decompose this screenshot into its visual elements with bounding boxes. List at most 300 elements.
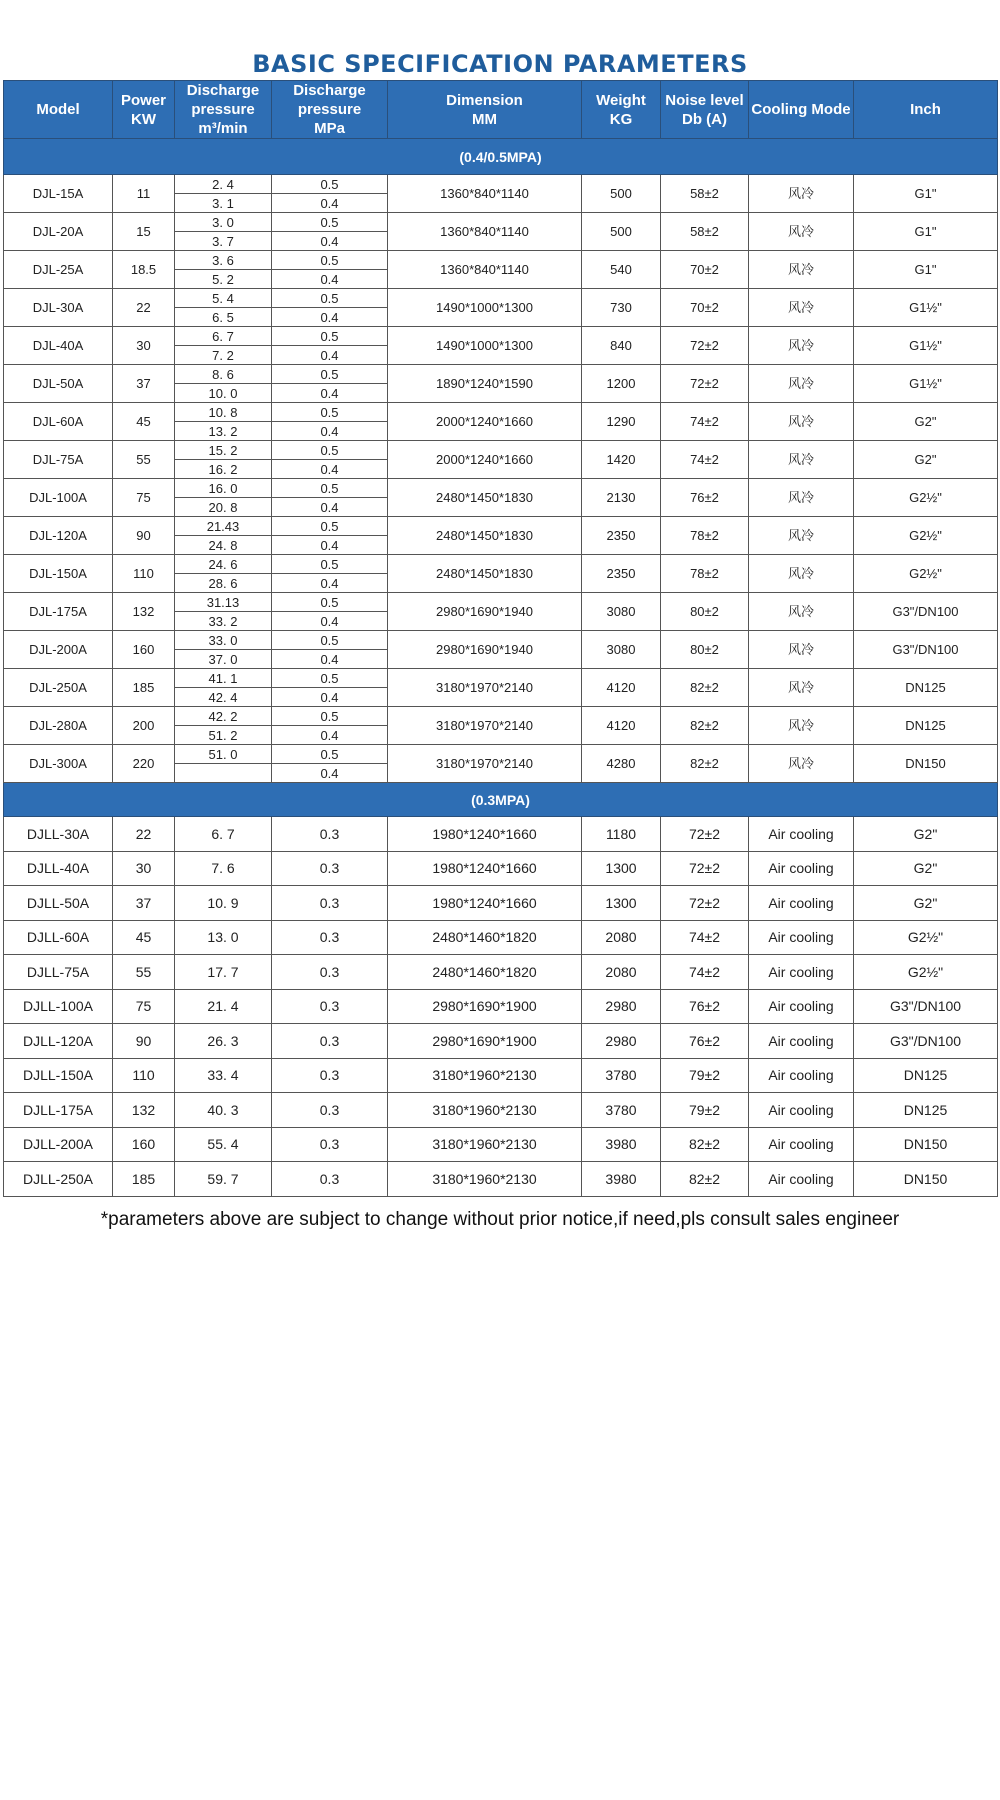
dimension-cell: 1890*1240*1590 bbox=[388, 365, 582, 403]
noise-cell: 82±2 bbox=[661, 707, 749, 745]
inch-cell: G1" bbox=[854, 251, 998, 289]
flow-cell: 3. 1 bbox=[175, 194, 272, 213]
flow-cell: 24. 6 bbox=[175, 555, 272, 574]
pressure-cell: 0.4 bbox=[272, 612, 388, 631]
cooling-cell: Air cooling bbox=[749, 1162, 854, 1197]
cooling-cell: 风冷 bbox=[749, 175, 854, 213]
cooling-cell: Air cooling bbox=[749, 955, 854, 990]
flow-cell: 51. 2 bbox=[175, 726, 272, 745]
cooling-cell: 风冷 bbox=[749, 593, 854, 631]
column-header bbox=[661, 81, 749, 139]
column-header bbox=[388, 81, 582, 139]
power-cell: 30 bbox=[113, 327, 175, 365]
noise-cell: 58±2 bbox=[661, 175, 749, 213]
model-cell: DJLL-75A bbox=[4, 955, 113, 990]
column-header-line: MM bbox=[472, 110, 497, 128]
table-row bbox=[4, 631, 998, 650]
flow-cell: 6. 5 bbox=[175, 308, 272, 327]
noise-cell: 76±2 bbox=[661, 989, 749, 1024]
model-cell: DJL-75A bbox=[4, 441, 113, 479]
weight-cell: 3080 bbox=[582, 631, 661, 669]
dimension-cell: 2480*1450*1830 bbox=[388, 517, 582, 555]
inch-cell: G1½" bbox=[854, 289, 998, 327]
inch-cell: G3"/DN100 bbox=[854, 593, 998, 631]
flow-cell: 51. 0 bbox=[175, 745, 272, 764]
pressure-cell: 0.5 bbox=[272, 403, 388, 422]
noise-cell: 82±2 bbox=[661, 745, 749, 783]
pressure-cell: 0.4 bbox=[272, 726, 388, 745]
noise-cell: 80±2 bbox=[661, 593, 749, 631]
inch-cell: DN150 bbox=[854, 1127, 998, 1162]
pressure-cell: 0.5 bbox=[272, 593, 388, 612]
column-header-line: Inch bbox=[910, 101, 941, 118]
cooling-cell: Air cooling bbox=[749, 1058, 854, 1093]
table-header-row bbox=[4, 81, 998, 139]
power-cell: 37 bbox=[113, 365, 175, 403]
cooling-cell: Air cooling bbox=[749, 989, 854, 1024]
column-header-line: Model bbox=[36, 101, 80, 118]
power-cell: 11 bbox=[113, 175, 175, 213]
cooling-cell: 风冷 bbox=[749, 555, 854, 593]
column-header-line: m³/min bbox=[198, 120, 248, 137]
weight-cell: 2080 bbox=[582, 955, 661, 990]
pressure-cell: 0.5 bbox=[272, 175, 388, 194]
power-cell: 160 bbox=[113, 631, 175, 669]
power-cell: 45 bbox=[113, 403, 175, 441]
mpa-cell: 0.3 bbox=[272, 886, 388, 921]
table-row bbox=[4, 1093, 998, 1128]
flow-cell: 26. 3 bbox=[175, 1024, 272, 1059]
noise-cell: 74±2 bbox=[661, 920, 749, 955]
cooling-cell: 风冷 bbox=[749, 251, 854, 289]
model-cell: DJL-280A bbox=[4, 707, 113, 745]
weight-cell: 2980 bbox=[582, 989, 661, 1024]
power-cell: 160 bbox=[113, 1127, 175, 1162]
dim-cell: 1980*1240*1660 bbox=[388, 886, 582, 921]
flow-cell: 7. 6 bbox=[175, 851, 272, 886]
inch-cell: G2½" bbox=[854, 920, 998, 955]
table-row bbox=[4, 289, 998, 308]
dimension-cell: 2000*1240*1660 bbox=[388, 441, 582, 479]
column-header-line: Discharge bbox=[186, 82, 260, 99]
dim-cell: 3180*1960*2130 bbox=[388, 1058, 582, 1093]
noise-cell: 82±2 bbox=[661, 669, 749, 707]
flow-cell: 6. 7 bbox=[175, 327, 272, 346]
model-cell: DJLL-250A bbox=[4, 1162, 113, 1197]
weight-cell: 500 bbox=[582, 175, 661, 213]
noise-cell: 78±2 bbox=[661, 517, 749, 555]
flow-cell: 21.43 bbox=[175, 517, 272, 536]
cooling-cell: Air cooling bbox=[749, 851, 854, 886]
weight-cell: 4280 bbox=[582, 745, 661, 783]
column-header-line: pressure bbox=[297, 101, 362, 118]
table-row bbox=[4, 886, 998, 921]
section-header-row bbox=[4, 139, 998, 175]
power-cell: 22 bbox=[113, 289, 175, 327]
inch-cell: G1" bbox=[854, 213, 998, 251]
flow-cell: 55. 4 bbox=[175, 1127, 272, 1162]
table-row bbox=[4, 327, 998, 346]
power-cell: 75 bbox=[113, 479, 175, 517]
mpa-cell: 0.3 bbox=[272, 1093, 388, 1128]
model-cell: DJLL-200A bbox=[4, 1127, 113, 1162]
table-row bbox=[4, 479, 998, 498]
noise-cell: 79±2 bbox=[661, 1093, 749, 1128]
power-cell: 185 bbox=[113, 669, 175, 707]
power-cell: 15 bbox=[113, 213, 175, 251]
pressure-cell: 0.4 bbox=[272, 232, 388, 251]
dimension-cell: 1360*840*1140 bbox=[388, 175, 582, 213]
noise-cell: 58±2 bbox=[661, 213, 749, 251]
flow-cell: 16. 0 bbox=[175, 479, 272, 498]
table-row bbox=[4, 707, 998, 726]
noise-cell: 72±2 bbox=[661, 327, 749, 365]
flow-cell: 6. 7 bbox=[175, 817, 272, 852]
flow-cell: 41. 1 bbox=[175, 669, 272, 688]
table-row bbox=[4, 441, 998, 460]
column-header-line: Cooling Mode bbox=[751, 101, 851, 118]
mpa-cell: 0.3 bbox=[272, 920, 388, 955]
dimension-cell: 2000*1240*1660 bbox=[388, 403, 582, 441]
section-label: (0.3MPA) bbox=[4, 783, 998, 817]
model-cell: DJL-25A bbox=[4, 251, 113, 289]
model-cell: DJLL-150A bbox=[4, 1058, 113, 1093]
model-cell: DJL-250A bbox=[4, 669, 113, 707]
model-cell: DJL-150A bbox=[4, 555, 113, 593]
table-row bbox=[4, 669, 998, 688]
noise-cell: 72±2 bbox=[661, 851, 749, 886]
flow-cell: 16. 2 bbox=[175, 460, 272, 479]
pressure-cell: 0.5 bbox=[272, 631, 388, 650]
cooling-cell: 风冷 bbox=[749, 707, 854, 745]
column-header-line: pressure bbox=[191, 101, 255, 118]
table-row bbox=[4, 517, 998, 536]
weight-cell: 2980 bbox=[582, 1024, 661, 1059]
pressure-cell: 0.5 bbox=[272, 327, 388, 346]
dim-cell: 2480*1460*1820 bbox=[388, 955, 582, 990]
column-header-line: Db (A) bbox=[682, 110, 727, 128]
mpa-cell: 0.3 bbox=[272, 851, 388, 886]
noise-cell: 76±2 bbox=[661, 1024, 749, 1059]
model-cell: DJL-200A bbox=[4, 631, 113, 669]
noise-cell: 70±2 bbox=[661, 289, 749, 327]
noise-cell: 70±2 bbox=[661, 251, 749, 289]
weight-cell: 2350 bbox=[582, 517, 661, 555]
model-cell: DJL-20A bbox=[4, 213, 113, 251]
pressure-cell: 0.4 bbox=[272, 422, 388, 441]
flow-cell: 15. 2 bbox=[175, 441, 272, 460]
mpa-cell: 0.3 bbox=[272, 1058, 388, 1093]
cooling-cell: 风冷 bbox=[749, 441, 854, 479]
flow-cell: 10. 8 bbox=[175, 403, 272, 422]
pressure-cell: 0.4 bbox=[272, 270, 388, 289]
dimension-cell: 2480*1450*1830 bbox=[388, 479, 582, 517]
weight-cell: 1300 bbox=[582, 886, 661, 921]
weight-cell: 3780 bbox=[582, 1058, 661, 1093]
noise-cell: 72±2 bbox=[661, 886, 749, 921]
model-cell: DJL-175A bbox=[4, 593, 113, 631]
flow-cell: 2. 4 bbox=[175, 175, 272, 194]
cooling-cell: Air cooling bbox=[749, 1127, 854, 1162]
column-header-line: Noise level bbox=[665, 91, 744, 109]
flow-cell: 59. 7 bbox=[175, 1162, 272, 1197]
column-header bbox=[113, 81, 175, 139]
column-header-line: Dimension bbox=[446, 91, 523, 109]
power-cell: 110 bbox=[113, 1058, 175, 1093]
column-header bbox=[4, 81, 113, 139]
model-cell: DJL-60A bbox=[4, 403, 113, 441]
noise-cell: 74±2 bbox=[661, 441, 749, 479]
column-header bbox=[854, 81, 998, 139]
noise-cell: 79±2 bbox=[661, 1058, 749, 1093]
pressure-cell: 0.4 bbox=[272, 536, 388, 555]
flow-cell: 3. 0 bbox=[175, 213, 272, 232]
flow-cell: 42. 4 bbox=[175, 688, 272, 707]
weight-cell: 730 bbox=[582, 289, 661, 327]
table-row bbox=[4, 920, 998, 955]
flow-cell: 24. 8 bbox=[175, 536, 272, 555]
noise-cell: 82±2 bbox=[661, 1162, 749, 1197]
cooling-cell: 风冷 bbox=[749, 365, 854, 403]
table-row bbox=[4, 1024, 998, 1059]
pressure-cell: 0.5 bbox=[272, 213, 388, 232]
inch-cell: G2½" bbox=[854, 479, 998, 517]
dimension-cell: 3180*1970*2140 bbox=[388, 745, 582, 783]
power-cell: 37 bbox=[113, 886, 175, 921]
table-row bbox=[4, 365, 998, 384]
pressure-cell: 0.5 bbox=[272, 555, 388, 574]
cooling-cell: 风冷 bbox=[749, 517, 854, 555]
flow-cell: 33. 2 bbox=[175, 612, 272, 631]
inch-cell: G3"/DN100 bbox=[854, 631, 998, 669]
weight-cell: 540 bbox=[582, 251, 661, 289]
inch-cell: DN125 bbox=[854, 1058, 998, 1093]
pressure-cell: 0.5 bbox=[272, 479, 388, 498]
flow-cell: 37. 0 bbox=[175, 650, 272, 669]
flow-cell: 3. 7 bbox=[175, 232, 272, 251]
table-row bbox=[4, 175, 998, 194]
model-cell: DJLL-50A bbox=[4, 886, 113, 921]
dimension-cell: 1360*840*1140 bbox=[388, 213, 582, 251]
pressure-cell: 0.4 bbox=[272, 194, 388, 213]
mpa-cell: 0.3 bbox=[272, 1162, 388, 1197]
pressure-cell: 0.4 bbox=[272, 308, 388, 327]
dimension-cell: 3180*1970*2140 bbox=[388, 669, 582, 707]
model-cell: DJLL-100A bbox=[4, 989, 113, 1024]
model-cell: DJL-100A bbox=[4, 479, 113, 517]
mpa-cell: 0.3 bbox=[272, 989, 388, 1024]
spec-page bbox=[3, 0, 997, 1231]
weight-cell: 1180 bbox=[582, 817, 661, 852]
flow-cell: 42. 2 bbox=[175, 707, 272, 726]
power-cell: 132 bbox=[113, 1093, 175, 1128]
weight-cell: 4120 bbox=[582, 707, 661, 745]
table-body bbox=[4, 139, 998, 1197]
inch-cell: G1½" bbox=[854, 327, 998, 365]
flow-cell: 20. 8 bbox=[175, 498, 272, 517]
weight-cell: 2350 bbox=[582, 555, 661, 593]
spec-table bbox=[3, 80, 998, 1197]
cooling-cell: Air cooling bbox=[749, 1024, 854, 1059]
pressure-cell: 0.4 bbox=[272, 650, 388, 669]
inch-cell: G2" bbox=[854, 441, 998, 479]
flow-cell: 21. 4 bbox=[175, 989, 272, 1024]
cooling-cell: 风冷 bbox=[749, 213, 854, 251]
noise-cell: 78±2 bbox=[661, 555, 749, 593]
dimension-cell: 2980*1690*1940 bbox=[388, 593, 582, 631]
column-header-line: MPa bbox=[314, 120, 345, 137]
inch-cell: DN125 bbox=[854, 1093, 998, 1128]
weight-cell: 3080 bbox=[582, 593, 661, 631]
pressure-cell: 0.5 bbox=[272, 251, 388, 270]
dimension-cell: 1490*1000*1300 bbox=[388, 327, 582, 365]
inch-cell: G2" bbox=[854, 403, 998, 441]
flow-cell: 10. 0 bbox=[175, 384, 272, 403]
weight-cell: 500 bbox=[582, 213, 661, 251]
flow-cell: 3. 6 bbox=[175, 251, 272, 270]
column-header-line: Power bbox=[120, 91, 166, 109]
weight-cell: 840 bbox=[582, 327, 661, 365]
table-row bbox=[4, 403, 998, 422]
column-header-line: KG bbox=[609, 110, 633, 128]
noise-cell: 72±2 bbox=[661, 365, 749, 403]
cooling-cell: 风冷 bbox=[749, 479, 854, 517]
dim-cell: 3180*1960*2130 bbox=[388, 1093, 582, 1128]
pressure-cell: 0.4 bbox=[272, 346, 388, 365]
inch-cell: G2½" bbox=[854, 555, 998, 593]
cooling-cell: Air cooling bbox=[749, 1093, 854, 1128]
inch-cell: G2½" bbox=[854, 517, 998, 555]
table-row bbox=[4, 745, 998, 764]
cooling-cell: 风冷 bbox=[749, 289, 854, 327]
power-cell: 200 bbox=[113, 707, 175, 745]
flow-cell: 28. 6 bbox=[175, 574, 272, 593]
noise-cell: 74±2 bbox=[661, 955, 749, 990]
flow-cell: 10. 9 bbox=[175, 886, 272, 921]
power-cell: 55 bbox=[113, 955, 175, 990]
power-cell: 185 bbox=[113, 1162, 175, 1197]
dim-cell: 1980*1240*1660 bbox=[388, 817, 582, 852]
table-row bbox=[4, 251, 998, 270]
inch-cell: G2" bbox=[854, 886, 998, 921]
inch-cell: G1" bbox=[854, 175, 998, 213]
weight-cell: 1420 bbox=[582, 441, 661, 479]
dim-cell: 2980*1690*1900 bbox=[388, 989, 582, 1024]
column-header-line: Weight bbox=[596, 91, 646, 109]
noise-cell: 82±2 bbox=[661, 1127, 749, 1162]
pressure-cell: 0.4 bbox=[272, 574, 388, 593]
model-cell: DJLL-120A bbox=[4, 1024, 113, 1059]
cooling-cell: 风冷 bbox=[749, 669, 854, 707]
table-row bbox=[4, 989, 998, 1024]
table-row bbox=[4, 817, 998, 852]
power-cell: 132 bbox=[113, 593, 175, 631]
power-cell: 220 bbox=[113, 745, 175, 783]
column-header bbox=[749, 81, 854, 139]
pressure-cell: 0.5 bbox=[272, 745, 388, 764]
footnote: *parameters above are subject to change without prior notice,if need,pls consult sales engineer bbox=[100, 1208, 900, 1230]
pressure-cell: 0.4 bbox=[272, 498, 388, 517]
pressure-cell: 0.5 bbox=[272, 289, 388, 308]
power-cell: 75 bbox=[113, 989, 175, 1024]
flow-cell: 40. 3 bbox=[175, 1093, 272, 1128]
weight-cell: 1200 bbox=[582, 365, 661, 403]
column-header bbox=[582, 81, 661, 139]
weight-cell: 3980 bbox=[582, 1127, 661, 1162]
flow-cell: 5. 4 bbox=[175, 289, 272, 308]
model-cell: DJL-30A bbox=[4, 289, 113, 327]
power-cell: 22 bbox=[113, 817, 175, 852]
dim-cell: 2480*1460*1820 bbox=[388, 920, 582, 955]
table-row bbox=[4, 213, 998, 232]
inch-cell: G2½" bbox=[854, 955, 998, 990]
cooling-cell: Air cooling bbox=[749, 886, 854, 921]
power-cell: 90 bbox=[113, 517, 175, 555]
noise-cell: 74±2 bbox=[661, 403, 749, 441]
table-row bbox=[4, 1058, 998, 1093]
section-header-row bbox=[4, 783, 998, 817]
inch-cell: G2" bbox=[854, 817, 998, 852]
column-header-line: KW bbox=[131, 110, 156, 128]
noise-cell: 80±2 bbox=[661, 631, 749, 669]
table-row bbox=[4, 955, 998, 990]
table-row bbox=[4, 1127, 998, 1162]
pressure-cell: 0.4 bbox=[272, 384, 388, 403]
column-header bbox=[175, 81, 272, 139]
flow-cell: 13. 2 bbox=[175, 422, 272, 441]
model-cell: DJLL-40A bbox=[4, 851, 113, 886]
weight-cell: 1290 bbox=[582, 403, 661, 441]
weight-cell: 4120 bbox=[582, 669, 661, 707]
pressure-cell: 0.5 bbox=[272, 669, 388, 688]
model-cell: DJL-120A bbox=[4, 517, 113, 555]
flow-cell bbox=[175, 764, 272, 783]
dimension-cell: 1360*840*1140 bbox=[388, 251, 582, 289]
table-row bbox=[4, 1162, 998, 1197]
flow-cell: 17. 7 bbox=[175, 955, 272, 990]
dimension-cell: 2980*1690*1940 bbox=[388, 631, 582, 669]
dimension-cell: 2480*1450*1830 bbox=[388, 555, 582, 593]
power-cell: 30 bbox=[113, 851, 175, 886]
inch-cell: G3"/DN100 bbox=[854, 1024, 998, 1059]
model-cell: DJL-15A bbox=[4, 175, 113, 213]
weight-cell: 3980 bbox=[582, 1162, 661, 1197]
pressure-cell: 0.4 bbox=[272, 460, 388, 479]
flow-cell: 5. 2 bbox=[175, 270, 272, 289]
inch-cell: DN150 bbox=[854, 1162, 998, 1197]
flow-cell: 31.13 bbox=[175, 593, 272, 612]
pressure-cell: 0.4 bbox=[272, 688, 388, 707]
dim-cell: 1980*1240*1660 bbox=[388, 851, 582, 886]
inch-cell: DN125 bbox=[854, 669, 998, 707]
column-header-line: Discharge bbox=[293, 82, 366, 99]
power-cell: 110 bbox=[113, 555, 175, 593]
pressure-cell: 0.5 bbox=[272, 365, 388, 384]
table-row bbox=[4, 593, 998, 612]
dimension-cell: 1490*1000*1300 bbox=[388, 289, 582, 327]
model-cell: DJLL-30A bbox=[4, 817, 113, 852]
inch-cell: DN150 bbox=[854, 745, 998, 783]
mpa-cell: 0.3 bbox=[272, 955, 388, 990]
section-label: (0.4/0.5MPA) bbox=[4, 139, 998, 175]
cooling-cell: Air cooling bbox=[749, 920, 854, 955]
dim-cell: 3180*1960*2130 bbox=[388, 1162, 582, 1197]
noise-cell: 72±2 bbox=[661, 817, 749, 852]
noise-cell: 76±2 bbox=[661, 479, 749, 517]
pressure-cell: 0.5 bbox=[272, 517, 388, 536]
cooling-cell: 风冷 bbox=[749, 631, 854, 669]
dim-cell: 2980*1690*1900 bbox=[388, 1024, 582, 1059]
